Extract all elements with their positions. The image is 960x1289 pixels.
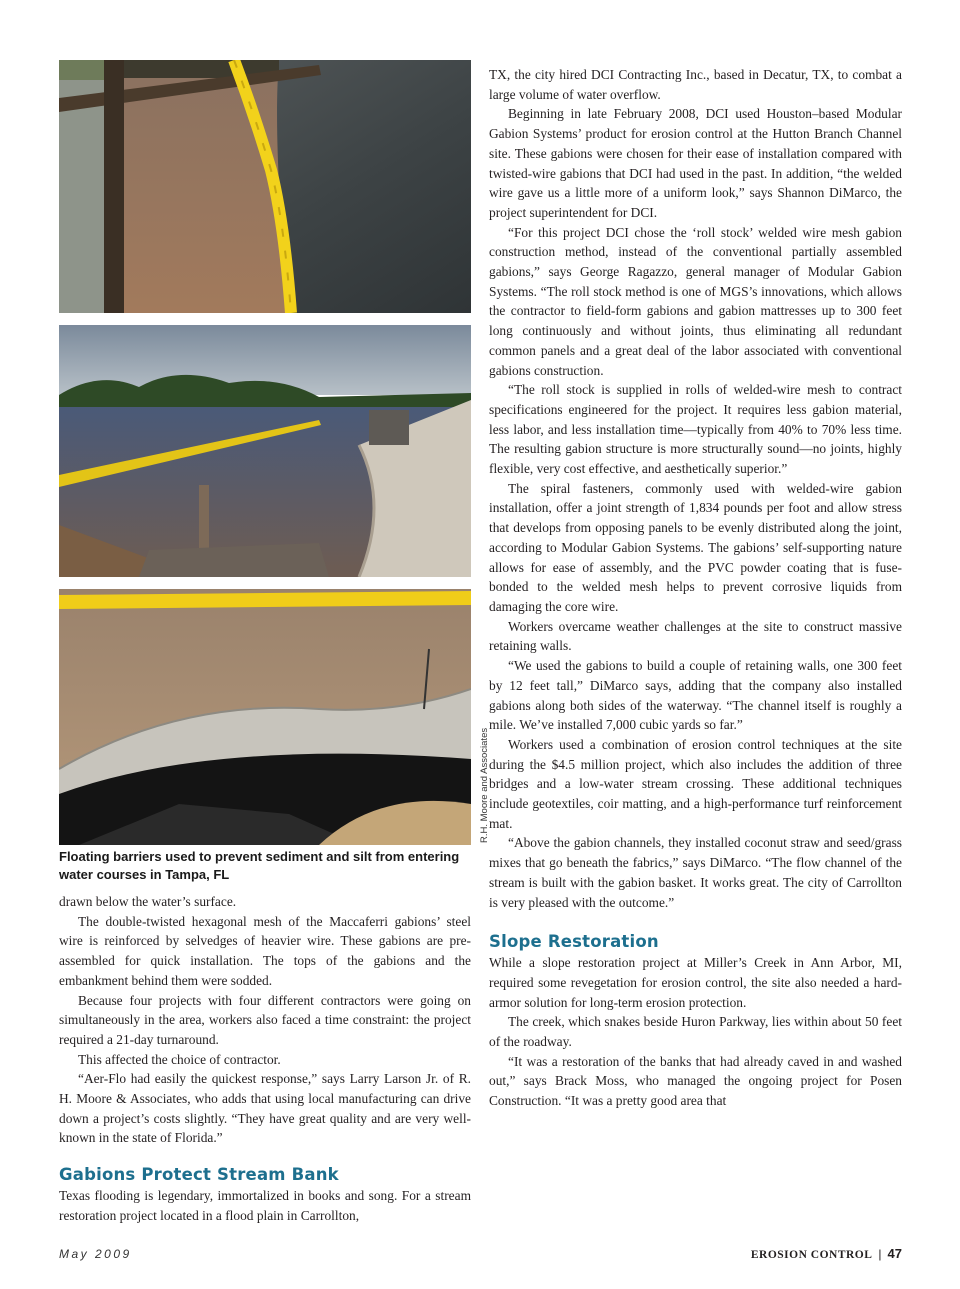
paragraph: Workers overcame weather challenges at the site to construct massive retaining walls. <box>489 618 902 654</box>
footer-date: May 2009 <box>59 1247 132 1261</box>
paragraph: Beginning in late February 2008, DCI used Houston–based Modular Gabion Systems’ product for erosion control at the Hutton Branch Channel site. These gabions were chosen for their ease of installation compared with twisted-wire gabions that DCI had used in the past. In addition, “the welded wire gave us a little more of a uniform look,” says Shannon DiMarco, the project superintendent for DCI. <box>489 106 902 220</box>
footer-page-number: 47 <box>887 1246 902 1261</box>
paragraph: drawn below the water’s surface. <box>59 894 237 909</box>
section-heading-slope: Slope Restoration <box>489 932 659 952</box>
paragraph: “It was a restoration of the banks that had already caved in and washed out,” says Brack Moss, who managed the ongoing project for Posen Construction. “It was a pretty good area that <box>489 1053 902 1109</box>
footer-separator: | <box>878 1247 882 1261</box>
photo-channel-gabion-wall <box>59 325 471 577</box>
right-column <box>489 65 902 1111</box>
paragraph: “For this project DCI chose the ‘roll stock’ welded wire mesh gabion construction method, instead of the conventional partially assembled gabions,” says George Ragazzo, general manager of Modular Gabion Systems. “The roll stock method is one of MGS’s innovations, which allows the contractor to field-form gabions and gabion mattresses up to 300 feet long continuously and without joints, thus eliminating all redundant common panels and a great deal of the labor associated with conventional gabions construction. <box>489 224 902 378</box>
photo-floating-boom-channel-image <box>59 60 471 313</box>
paragraph: “We used the gabions to build a couple of retaining walls, one 300 feet by 12 feet tall,” DiMarco says, adding that the company also installed gabions along both sides of the waterway. “The channel itself is roughly a mile. We’ve installed 7,000 cubic yards so far.” <box>489 658 902 733</box>
paragraph: While a slope restoration project at Miller’s Creek in Ann Arbor, MI, required some revegetation for erosion control, the site also needed a hard-armor solution for long-term erosion protection. <box>489 955 902 1010</box>
photo-floating-boom-channel <box>59 60 471 313</box>
paragraph: “Above the gabion channels, they installed coconut straw and seed/grass mixes that go beneath the fabrics,” says DiMarco. “The flow channel of the stream is built with the gabion basket. It works great. The city of Carrollton is very pleased with the outcome.” <box>489 835 902 910</box>
left-column <box>59 892 471 1226</box>
paragraph: This affected the choice of contractor. <box>78 1051 281 1067</box>
paragraph: The double-twisted hexagonal mesh of the Maccaferri gabions’ steel wire is reinforced by selvedges of heavier wire. These gabions are pre-assembled for quick installation. The tops of the gabions and the embankment behind them were sodded. <box>59 913 471 988</box>
paragraph: TX, the city hired DCI Contracting Inc., based in Decatur, TX, to combat a large volume of water overflow. <box>489 67 902 102</box>
section-heading-gabions: Gabions Protect Stream Bank <box>59 1165 339 1185</box>
photo-channel-gabion-wall-image <box>59 325 471 577</box>
photo-caption: Floating barriers used to prevent sediment and silt from entering water courses in Tampa, FL <box>59 849 460 882</box>
paragraph: “The roll stock is supplied in rolls of welded-wire mesh to contract specifications engineered for the project. It requires less gabion material, less labor, and less installation time—typically from 40% to 70% less time. The resulting gabion structure is more structurally sound—no joints, highly flexible, very cost effective, and aesthetically superior.” <box>489 382 902 477</box>
footer-folio <box>751 1246 902 1261</box>
paragraph: Texas flooding is legendary, immortalized in books and song. For a stream restoration project located in a flood plain in Carrollton, <box>59 1188 471 1223</box>
photo-gabion-geotextile-image <box>59 589 471 845</box>
footer-magazine-name: EROSION CONTROL <box>750 1249 873 1261</box>
photo-credit: R.H. Moore and Associates <box>479 727 490 843</box>
paragraph: The spiral fasteners, commonly used with welded-wire gabion installation, offer a joint strength of 1,834 pounds per foot and allow stress that develops from opposing panels to be evenly distributed along the joint, according to Modular Gabion Systems. The gabions’ self-supporting nature allows for ease of assembly, and the PVC powder coating that is fuse-bonded to the welded mesh helps to prevent corrosive liquids from damaging the core wire. <box>489 480 902 614</box>
paragraph: “Aer-Flo had easily the quickest response,” says Larry Larson Jr. of R. H. Moore & Associates, who adds that using local manufacturing can drive down a project’s costs slightly. “They have great quality and are very well-known in the state of Florida.” <box>59 1071 471 1146</box>
paragraph: Workers used a combination of erosion control techniques at the site during the $4.5 million project, which also includes the addition of three bridges and a low-water stream crossing. These additional techniques include geotextiles, coir matting, and a high-performance turf reinforcement mat. <box>489 736 902 831</box>
paragraph: Because four projects with four different contractors were going on simultaneously in the area, workers also faced a time constraint: the project required a 21-day turnaround. <box>59 992 471 1047</box>
paragraph: The creek, which snakes beside Huron Parkway, lies within about 50 feet of the roadway. <box>489 1014 902 1050</box>
photo-gabion-geotextile <box>59 589 471 845</box>
